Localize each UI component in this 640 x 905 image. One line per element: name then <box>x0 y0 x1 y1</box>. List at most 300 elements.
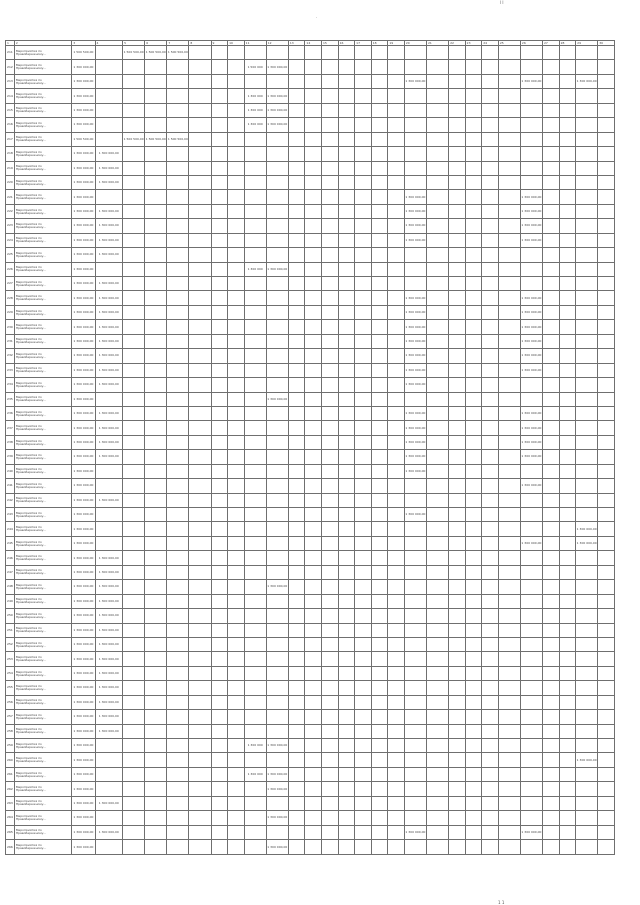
value-cell: 1 300 000,00 <box>95 291 123 305</box>
value-cell <box>598 219 615 233</box>
value-cell <box>189 204 211 218</box>
value-cell <box>520 767 542 781</box>
value-cell: 1 300 000,00 <box>266 580 288 594</box>
value-cell <box>123 175 145 189</box>
value-cell <box>211 349 228 363</box>
value-cell <box>123 623 145 637</box>
value-cell <box>211 46 228 60</box>
value-cell <box>288 161 305 175</box>
value-cell <box>559 840 576 855</box>
value-cell: 1 300 000,00 <box>72 349 95 363</box>
value-cell <box>167 74 189 88</box>
value-cell <box>465 132 482 146</box>
value-cell <box>228 739 245 753</box>
value-cell: 1 300 000,00 <box>95 695 123 709</box>
value-cell <box>388 811 405 825</box>
value-cell <box>145 536 167 550</box>
value-cell <box>322 161 339 175</box>
value-cell <box>338 782 355 796</box>
value-cell <box>266 464 288 478</box>
value-cell <box>211 710 228 724</box>
row-number: 241 <box>6 479 15 493</box>
value-cell <box>449 248 466 262</box>
value-cell <box>426 392 448 406</box>
value-cell <box>338 681 355 695</box>
value-cell <box>123 363 145 377</box>
value-cell <box>228 565 245 579</box>
value-cell <box>465 378 482 392</box>
value-cell <box>520 666 542 680</box>
value-cell <box>498 103 520 117</box>
value-cell <box>598 161 615 175</box>
value-cell <box>95 60 123 74</box>
table-row <box>6 334 615 348</box>
value-cell <box>543 609 560 623</box>
value-cell <box>543 637 560 651</box>
value-cell <box>404 580 426 594</box>
value-cell <box>576 219 598 233</box>
value-cell <box>228 493 245 507</box>
value-cell <box>189 103 211 117</box>
value-cell <box>189 594 211 608</box>
value-cell <box>167 262 189 276</box>
value-cell <box>211 594 228 608</box>
value-cell <box>189 74 211 88</box>
value-cell <box>388 580 405 594</box>
value-cell <box>123 536 145 550</box>
value-cell <box>288 118 305 132</box>
value-cell <box>559 536 576 550</box>
value-cell <box>482 74 499 88</box>
value-cell <box>543 724 560 738</box>
value-cell <box>498 695 520 709</box>
value-cell <box>404 637 426 651</box>
value-cell <box>576 378 598 392</box>
value-cell <box>543 493 560 507</box>
value-cell <box>288 291 305 305</box>
value-cell <box>244 190 266 204</box>
value-cell <box>388 753 405 767</box>
value-cell: 1 300 000,00 <box>72 753 95 767</box>
value-cell: 1 300 000,00 <box>72 811 95 825</box>
value-cell <box>322 60 339 74</box>
value-cell <box>498 782 520 796</box>
value-cell <box>228 305 245 319</box>
value-cell <box>189 248 211 262</box>
value-cell <box>322 739 339 753</box>
value-cell <box>244 681 266 695</box>
value-cell <box>543 522 560 536</box>
value-cell <box>449 161 466 175</box>
value-cell <box>288 666 305 680</box>
value-cell <box>482 450 499 464</box>
value-cell <box>288 277 305 291</box>
value-cell <box>145 262 167 276</box>
value-cell <box>482 479 499 493</box>
row-description: Мероприятия по Правобережному... <box>14 536 71 550</box>
value-cell <box>305 349 322 363</box>
row-description: Мероприятия по Правобережному... <box>14 753 71 767</box>
value-cell <box>598 262 615 276</box>
value-cell <box>576 652 598 666</box>
value-cell <box>305 594 322 608</box>
value-cell <box>598 74 615 88</box>
value-cell <box>167 681 189 695</box>
row-description: Мероприятия по Правобережному... <box>14 840 71 855</box>
value-cell <box>145 623 167 637</box>
value-cell <box>598 46 615 60</box>
value-cell: 1 300 000,00 <box>266 118 288 132</box>
row-number: 251 <box>6 623 15 637</box>
value-cell <box>482 291 499 305</box>
value-cell <box>388 89 405 103</box>
value-cell <box>498 508 520 522</box>
value-cell <box>123 89 145 103</box>
value-cell: 1 300 000,00 <box>72 175 95 189</box>
value-cell <box>338 710 355 724</box>
column-header: 14 <box>305 41 322 46</box>
row-number: 263 <box>6 796 15 810</box>
value-cell <box>388 724 405 738</box>
value-cell <box>338 767 355 781</box>
value-cell <box>355 277 372 291</box>
value-cell <box>355 753 372 767</box>
value-cell <box>543 435 560 449</box>
value-cell <box>598 204 615 218</box>
value-cell <box>288 580 305 594</box>
value-cell <box>305 637 322 651</box>
value-cell <box>388 103 405 117</box>
value-cell: 1 300 000,00 <box>95 796 123 810</box>
value-cell <box>189 840 211 855</box>
table-row <box>6 147 615 161</box>
value-cell <box>123 103 145 117</box>
value-cell <box>520 594 542 608</box>
table-row <box>6 508 615 522</box>
value-cell <box>426 767 448 781</box>
value-cell <box>371 219 388 233</box>
value-cell <box>426 652 448 666</box>
value-cell <box>322 652 339 666</box>
value-cell <box>211 291 228 305</box>
value-cell: 1 300 000,00 <box>520 406 542 420</box>
value-cell <box>145 363 167 377</box>
value-cell <box>288 464 305 478</box>
value-cell <box>338 637 355 651</box>
value-cell <box>288 262 305 276</box>
value-cell <box>598 349 615 363</box>
value-cell: 1 300 000,00 <box>95 450 123 464</box>
value-cell <box>598 753 615 767</box>
value-cell <box>371 74 388 88</box>
value-cell <box>355 89 372 103</box>
value-cell <box>228 378 245 392</box>
value-cell <box>123 796 145 810</box>
value-cell <box>498 46 520 60</box>
value-cell <box>338 103 355 117</box>
value-cell <box>266 551 288 565</box>
value-cell <box>449 349 466 363</box>
value-cell <box>355 767 372 781</box>
row-description: Мероприятия по Правобережному... <box>14 796 71 810</box>
value-cell <box>211 522 228 536</box>
value-cell <box>189 291 211 305</box>
value-cell <box>266 522 288 536</box>
value-cell <box>266 594 288 608</box>
value-cell: 1 300 000,00 <box>404 320 426 334</box>
value-cell <box>305 334 322 348</box>
value-cell <box>449 421 466 435</box>
value-cell <box>211 782 228 796</box>
value-cell <box>598 536 615 550</box>
value-cell <box>426 378 448 392</box>
value-cell <box>449 551 466 565</box>
row-number: 245 <box>6 536 15 550</box>
value-cell <box>322 363 339 377</box>
value-cell <box>145 204 167 218</box>
row-description: Мероприятия по Правобережному... <box>14 248 71 262</box>
value-cell <box>167 594 189 608</box>
value-cell <box>598 60 615 74</box>
value-cell <box>266 46 288 60</box>
value-cell: 1 300 000,00 <box>95 551 123 565</box>
value-cell: 1 300 000,00 <box>72 219 95 233</box>
value-cell <box>338 580 355 594</box>
value-cell <box>211 508 228 522</box>
top-mark: . <box>316 14 318 19</box>
value-cell <box>449 334 466 348</box>
value-cell <box>388 277 405 291</box>
value-cell <box>266 652 288 666</box>
value-cell <box>244 594 266 608</box>
value-cell <box>228 262 245 276</box>
value-cell <box>465 204 482 218</box>
row-number: 239 <box>6 450 15 464</box>
value-cell <box>338 190 355 204</box>
value-cell <box>576 349 598 363</box>
row-description: Мероприятия по Правобережному... <box>14 695 71 709</box>
column-header: 1 <box>6 41 15 46</box>
value-cell <box>305 89 322 103</box>
value-cell <box>244 450 266 464</box>
value-cell <box>465 594 482 608</box>
row-number: 221 <box>6 190 15 204</box>
value-cell <box>520 580 542 594</box>
value-cell <box>498 609 520 623</box>
value-cell <box>95 479 123 493</box>
value-cell <box>211 219 228 233</box>
value-cell <box>576 320 598 334</box>
value-cell <box>576 46 598 60</box>
value-cell <box>449 637 466 651</box>
value-cell <box>498 175 520 189</box>
value-cell <box>266 248 288 262</box>
value-cell: 1 300 000,00 <box>72 161 95 175</box>
value-cell <box>498 840 520 855</box>
value-cell <box>371 262 388 276</box>
row-number: 236 <box>6 406 15 420</box>
value-cell <box>598 175 615 189</box>
value-cell <box>543 46 560 60</box>
table-row <box>6 796 615 810</box>
value-cell <box>576 580 598 594</box>
value-cell <box>576 147 598 161</box>
value-cell <box>404 175 426 189</box>
value-cell <box>211 118 228 132</box>
value-cell <box>465 363 482 377</box>
value-cell <box>449 753 466 767</box>
value-cell <box>189 118 211 132</box>
value-cell <box>167 464 189 478</box>
value-cell: 1 300 000,00 <box>72 392 95 406</box>
value-cell <box>404 811 426 825</box>
value-cell <box>355 493 372 507</box>
value-cell <box>305 450 322 464</box>
value-cell <box>322 479 339 493</box>
row-number: 261 <box>6 767 15 781</box>
value-cell <box>167 392 189 406</box>
value-cell <box>543 580 560 594</box>
value-cell <box>288 175 305 189</box>
value-cell <box>465 262 482 276</box>
value-cell <box>576 782 598 796</box>
value-cell <box>288 681 305 695</box>
value-cell <box>189 666 211 680</box>
value-cell <box>520 175 542 189</box>
value-cell <box>123 508 145 522</box>
value-cell <box>371 522 388 536</box>
value-cell <box>228 767 245 781</box>
column-header: 19 <box>388 41 405 46</box>
value-cell: 1 300 000,00 <box>72 320 95 334</box>
value-cell <box>576 132 598 146</box>
value-cell <box>465 479 482 493</box>
column-header: 21 <box>426 41 448 46</box>
value-cell <box>244 522 266 536</box>
value-cell <box>449 479 466 493</box>
value-cell <box>449 118 466 132</box>
value-cell <box>426 305 448 319</box>
row-description: Мероприятия по Правобережному... <box>14 89 71 103</box>
value-cell <box>338 277 355 291</box>
value-cell <box>465 291 482 305</box>
value-cell <box>305 811 322 825</box>
value-cell <box>322 840 339 855</box>
value-cell <box>576 508 598 522</box>
value-cell <box>95 89 123 103</box>
value-cell <box>371 89 388 103</box>
value-cell <box>371 421 388 435</box>
value-cell: 1 500 500,00 <box>72 46 95 60</box>
value-cell <box>305 392 322 406</box>
value-cell <box>167 710 189 724</box>
value-cell <box>559 378 576 392</box>
value-cell <box>404 118 426 132</box>
value-cell <box>559 305 576 319</box>
value-cell <box>305 536 322 550</box>
value-cell <box>371 118 388 132</box>
value-cell <box>465 305 482 319</box>
value-cell <box>266 233 288 247</box>
value-cell <box>388 132 405 146</box>
value-cell <box>371 623 388 637</box>
value-cell <box>404 796 426 810</box>
value-cell: 1 500 500,00 <box>145 46 167 60</box>
row-number: 249 <box>6 594 15 608</box>
value-cell: 1 300 000 <box>244 103 266 117</box>
value-cell <box>449 132 466 146</box>
value-cell <box>482 363 499 377</box>
value-cell <box>244 652 266 666</box>
value-cell <box>167 435 189 449</box>
table-row <box>6 825 615 839</box>
value-cell <box>371 233 388 247</box>
row-number: 254 <box>6 666 15 680</box>
value-cell <box>145 739 167 753</box>
value-cell <box>228 637 245 651</box>
value-cell <box>498 594 520 608</box>
value-cell <box>465 536 482 550</box>
value-cell <box>145 89 167 103</box>
value-cell <box>543 753 560 767</box>
value-cell <box>543 536 560 550</box>
value-cell <box>167 334 189 348</box>
value-cell <box>211 796 228 810</box>
value-cell <box>145 666 167 680</box>
value-cell <box>371 378 388 392</box>
value-cell <box>123 522 145 536</box>
row-number: 262 <box>6 782 15 796</box>
value-cell <box>123 349 145 363</box>
value-cell <box>338 811 355 825</box>
value-cell <box>498 522 520 536</box>
value-cell <box>338 435 355 449</box>
value-cell <box>576 334 598 348</box>
value-cell <box>559 392 576 406</box>
value-cell <box>598 724 615 738</box>
value-cell <box>520 118 542 132</box>
value-cell <box>559 204 576 218</box>
value-cell <box>189 753 211 767</box>
value-cell <box>211 652 228 666</box>
row-description: Мероприятия по Правобережному... <box>14 652 71 666</box>
value-cell <box>426 782 448 796</box>
value-cell <box>388 175 405 189</box>
value-cell <box>167 118 189 132</box>
value-cell <box>145 767 167 781</box>
value-cell: 1 300 000,00 <box>72 594 95 608</box>
value-cell <box>189 421 211 435</box>
value-cell <box>498 724 520 738</box>
value-cell <box>449 724 466 738</box>
value-cell: 1 300 000,00 <box>72 840 95 855</box>
row-description: Мероприятия по Правобережному... <box>14 103 71 117</box>
value-cell <box>211 681 228 695</box>
value-cell <box>355 118 372 132</box>
value-cell <box>167 378 189 392</box>
value-cell: 1 300 000,00 <box>520 435 542 449</box>
value-cell <box>520 609 542 623</box>
value-cell <box>288 363 305 377</box>
value-cell <box>559 320 576 334</box>
value-cell <box>145 652 167 666</box>
table-row <box>6 739 615 753</box>
value-cell <box>371 536 388 550</box>
value-cell <box>520 681 542 695</box>
value-cell <box>338 479 355 493</box>
value-cell: 1 300 000,00 <box>520 479 542 493</box>
value-cell: 1 300 000,00 <box>72 479 95 493</box>
